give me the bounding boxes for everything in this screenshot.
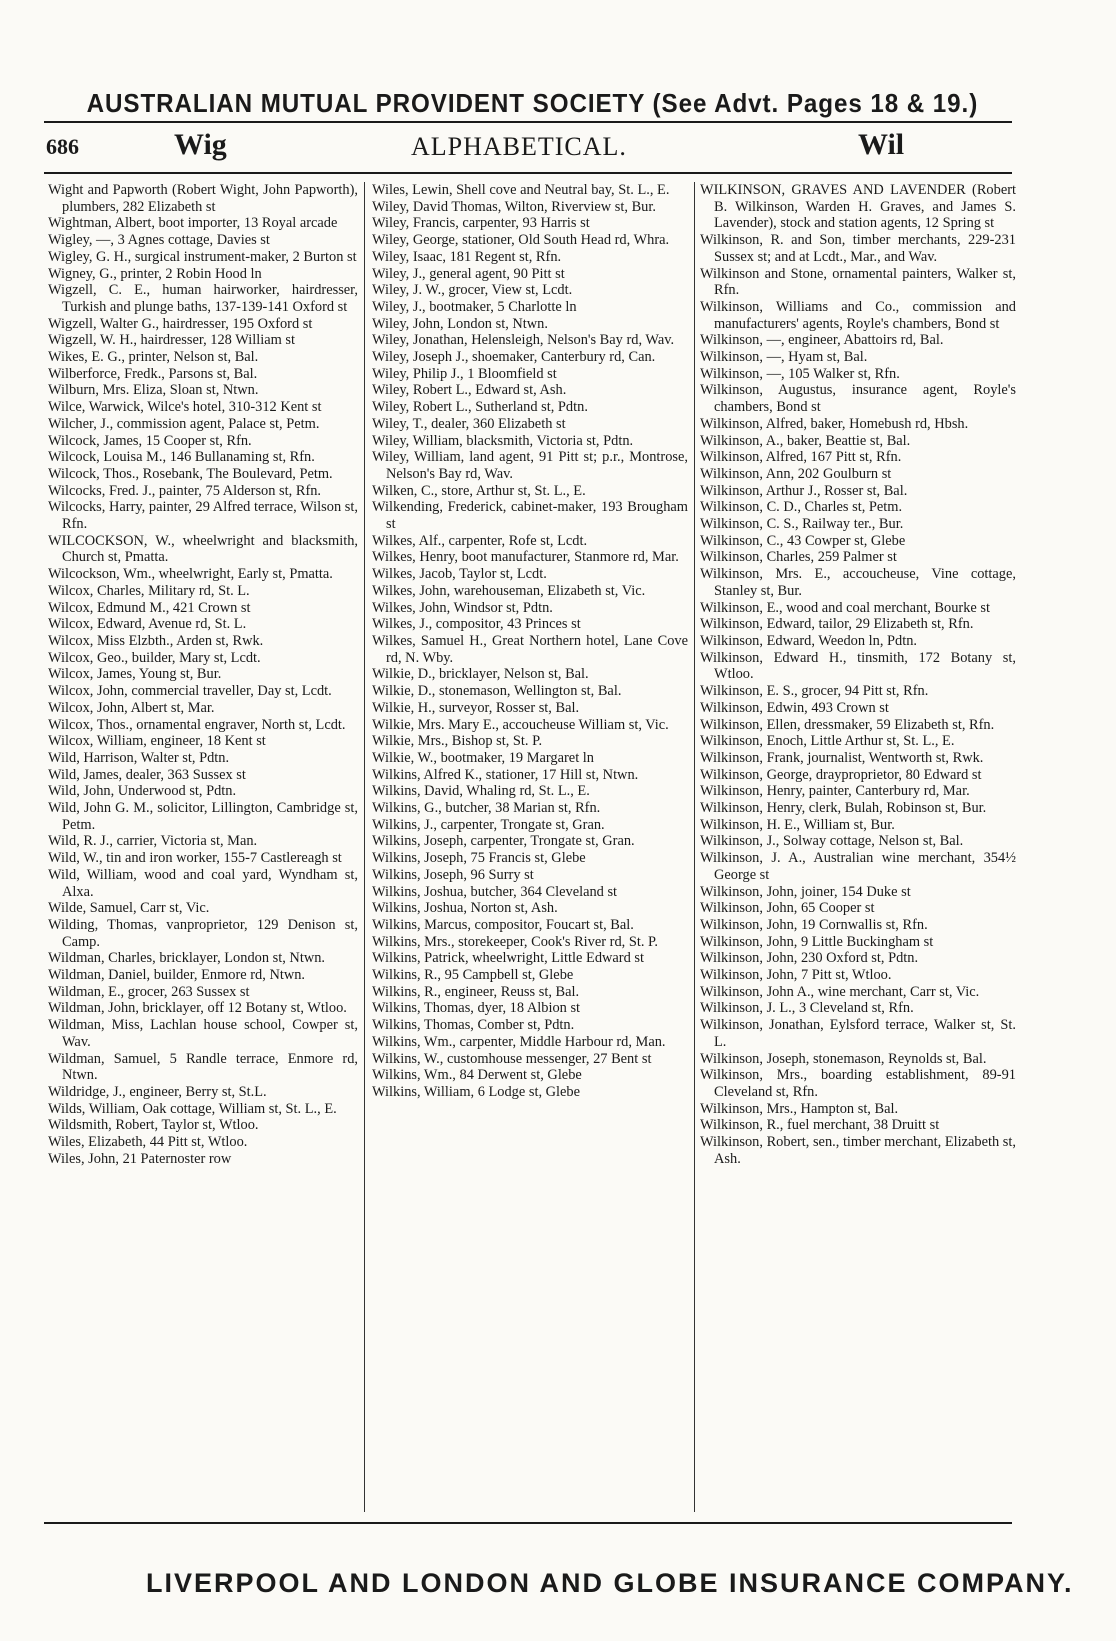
directory-entry: Wilcox, Geo., builder, Mary st, Lcdt. (48, 649, 261, 666)
directory-entry: Wilkinson, —, 105 Walker st, Rfn. (700, 365, 900, 382)
directory-entry: Wilkins, W., customhouse messenger, 27 Bent st (372, 1050, 652, 1067)
directory-entry: Wilkinson, E. S., grocer, 94 Pitt st, Rfn. (700, 683, 929, 700)
directory-entry: Wigley, G. H., surgical instrument-maker, 2 Burton st (48, 248, 357, 265)
directory-entry: Wilcox, John, commercial traveller, Day st, Lcdt. (48, 683, 332, 700)
left-guide-word: Wig (174, 128, 227, 161)
directory-entry: Wilcockson, Wm., wheelwright, Early st, Pmatta. (48, 566, 333, 583)
directory-entry: Wilkinson, John, 19 Cornwallis st, Rfn. (700, 916, 928, 933)
directory-entry: Wildridge, J., engineer, Berry st, St.L. (48, 1083, 267, 1100)
directory-entry: Wiles, Elizabeth, 44 Pitt st, Wtloo. (48, 1134, 248, 1151)
column-divider-2 (694, 182, 695, 1512)
directory-entry: Wilkinson, Joseph, stonemason, Reynolds st, Bal. (700, 1050, 987, 1067)
directory-entry: Wild, W., tin and iron worker, 155-7 Castlereagh st (48, 850, 342, 867)
directory-entry: Wilkes, John, Windsor st, Pdtn. (372, 599, 553, 616)
directory-entry: Wilkins, Wm., carpenter, Middle Harbour rd, Man. (372, 1033, 666, 1050)
directory-entry: Wilkins, R., 95 Campbell st, Glebe (372, 967, 574, 984)
directory-entry: Wilkie, Mrs., Bishop st, St. P. (372, 733, 543, 750)
directory-entry: Wilkinson, Edwin, 493 Crown st (700, 699, 889, 716)
directory-entry: Wilkes, J., compositor, 43 Princes st (372, 616, 581, 633)
directory-entry: Wilce, Warwick, Wilce's hotel, 310-312 Kent st (48, 399, 322, 416)
section-title: ALPHABETICAL. (411, 132, 627, 161)
directory-entry: Wilcox, Edmund M., 421 Crown st (48, 599, 251, 616)
directory-entry: Wilkins, Thomas, dyer, 18 Albion st (372, 1000, 581, 1017)
directory-entry: Wilkinson, John, 7 Pitt st, Wtloo. (700, 967, 892, 984)
directory-entry: Wilberforce, Fredk., Parsons st, Bal. (48, 365, 258, 382)
directory-entry: Wilkinson, Williams and Co., commission and manufacturers' agents, Royle's chambers, Bond st (700, 298, 1016, 332)
directory-entry: Wild, James, dealer, 363 Sussex st (48, 766, 246, 783)
directory-entry: Wiley, Jonathan, Helensleigh, Nelson's Bay rd, Wav. (372, 332, 675, 349)
directory-entry: Wilkinson, J. L., 3 Cleveland st, Rfn. (700, 1000, 914, 1017)
directory-entry: Wild, William, wood and coal yard, Wyndham st, Alxa. (48, 866, 358, 900)
directory-entry: Wightman, Albert, boot importer, 13 Royal arcade (48, 215, 338, 232)
directory-entry: Wiley, George, stationer, Old South Head rd, Whra. (372, 232, 670, 249)
directory-entry: Wilkinson, Edward, Weedon ln, Pdtn. (700, 632, 918, 649)
directory-entry: Wiley, J., bootmaker, 5 Charlotte ln (372, 298, 577, 315)
directory-entry: Wiley, J. W., grocer, View st, Lcdt. (372, 282, 573, 299)
directory-entry: WILKINSON, GRAVES AND LAVENDER (Robert B. Wilkinson, Warden H. Graves, and James S. Lavender), stock and station agents, 12 Spring st (700, 182, 1016, 232)
directory-entry: Wilkins, Marcus, compositor, Foucart st, Bal. (372, 916, 634, 933)
directory-entry: Wilkins, R., engineer, Reuss st, Bal. (372, 983, 580, 1000)
directory-entry: Wight and Papworth (Robert Wight, John Papworth), plumbers, 282 Elizabeth st (48, 182, 358, 215)
page-number: 686 (46, 134, 79, 159)
directory-entry: Wilken, C., store, Arthur st, St. L., E. (372, 482, 586, 499)
directory-entry: Wiles, John, 21 Paternoster row (48, 1150, 232, 1167)
directory-entry: Wilkinson, E., wood and coal merchant, Bourke st (700, 599, 990, 616)
directory-entry: Wilkinson, John, 9 Little Buckingham st (700, 933, 934, 950)
directory-entry: Wildman, Daniel, builder, Enmore rd, Ntwn. (48, 967, 306, 984)
directory-entry: Wilkie, W., bootmaker, 19 Margaret ln (372, 749, 594, 766)
directory-entry: Wigney, G., printer, 2 Robin Hood ln (48, 265, 262, 282)
directory-entry: Wilkinson, Jonathan, Eylsford terrace, Walker st, St. L. (700, 1017, 1016, 1050)
directory-entry: Wilkinson, George, drayproprietor, 80 Edward st (700, 766, 982, 783)
directory-entry: Wiley, Robert L., Sutherland st, Pdtn. (372, 399, 588, 416)
directory-entry: Wilcocks, Harry, painter, 29 Alfred terrace, Wilson st, Rfn. (48, 499, 358, 533)
top-rule (44, 121, 1012, 123)
directory-entry: Wilkie, Mrs. Mary E., accoucheuse William st, Vic. (372, 716, 669, 733)
directory-entry: Wilkins, William, 6 Lodge st, Glebe (372, 1083, 581, 1100)
directory-column-2 (372, 182, 688, 1512)
directory-entry: Wilde, Samuel, Carr st, Vic. (48, 900, 210, 917)
directory-entry: Wilkinson, Ann, 202 Goulburn st (700, 465, 892, 482)
directory-entry: Wilkins, Mrs., storekeeper, Cook's River rd, St. P. (372, 933, 659, 950)
directory-entry: Wilkinson, Enoch, Little Arthur st, St. L., E. (700, 733, 955, 750)
directory-entry: Wigley, —, 3 Agnes cottage, Davies st (48, 232, 270, 249)
directory-entry: Wildman, Samuel, 5 Randle terrace, Enmore rd, Ntwn. (48, 1050, 358, 1084)
directory-entry: Wiles, Lewin, Shell cove and Neutral bay, St. L., E. (372, 182, 670, 198)
directory-entry: Wilkinson, C. S., Railway ter., Bur. (700, 516, 904, 533)
directory-entry: Wilkinson, R., fuel merchant, 38 Druitt st (700, 1117, 940, 1134)
directory-entry: Wilkes, John, warehouseman, Elizabeth st, Vic. (372, 582, 646, 599)
directory-entry: Wilkinson, H. E., William st, Bur. (700, 816, 895, 833)
directory-entry: Wigzell, W. H., hairdresser, 128 William st (48, 332, 295, 349)
directory-entry: Wildman, Miss, Lachlan house school, Cowper st, Wav. (48, 1017, 358, 1050)
bottom-advert-banner: LIVERPOOL AND LONDON AND GLOBE INSURANCE COMPANY. (146, 1568, 1074, 1598)
directory-entry: WILCOCKSON, W., wheelwright and blacksmith, Church st, Pmatta. (48, 532, 358, 566)
directory-entry: Wildman, E., grocer, 263 Sussex st (48, 983, 250, 1000)
directory-entry: Wilkinson, Frank, journalist, Wentworth st, Rwk. (700, 749, 984, 766)
directory-entry: Wiley, Isaac, 181 Regent st, Rfn. (372, 248, 562, 265)
directory-entry: Wilkinson, Mrs. E., accoucheuse, Vine cottage, Stanley st, Bur. (700, 566, 1016, 599)
directory-entry: Wilkinson, Edward, tailor, 29 Elizabeth st, Rfn. (700, 616, 974, 633)
directory-entry: Wild, John G. M., solicitor, Lillington, Cambridge st, Petm. (48, 800, 358, 833)
directory-entry: Wildsmith, Robert, Taylor st, Wtloo. (48, 1117, 259, 1134)
directory-entry: Wilkins, David, Whaling rd, St. L., E. (372, 783, 590, 800)
directory-entry: Wilkinson, Edward H., tinsmith, 172 Botany st, Wtloo. (700, 649, 1016, 683)
directory-entry: Wilkinson, Augustus, insurance agent, Royle's chambers, Bond st (700, 382, 1016, 416)
directory-entry: Wilcock, Louisa M., 146 Bullanaming st, Rfn. (48, 449, 315, 466)
top-advert-banner: AUSTRALIAN MUTUAL PROVIDENT SOCIETY (See Advt. Pages 18 & 19.) (86, 88, 979, 118)
directory-entry: Wilkie, H., surveyor, Rosser st, Bal. (372, 699, 580, 716)
directory-entry: Wilkinson, Henry, clerk, Bulah, Robinson st, Bur. (700, 800, 987, 817)
directory-entry: Wilkins, Joseph, 96 Surry st (372, 866, 534, 883)
directory-entry: Wilkins, J., carpenter, Trongate st, Gran. (372, 816, 605, 833)
directory-entry: Wilkinson, J., Solway cottage, Nelson st, Bal. (700, 833, 964, 850)
directory-entry: Wigzell, Walter G., hairdresser, 195 Oxford st (48, 315, 313, 332)
directory-entry: Wilkins, Alfred K., stationer, 17 Hill st, Ntwn. (372, 766, 639, 783)
directory-entry: Wilkins, Patrick, wheelwright, Little Edward st (372, 950, 644, 967)
directory-entry: Wilkins, Joshua, butcher, 364 Cleveland st (372, 883, 618, 900)
page-header (46, 128, 1010, 168)
directory-entry: Wilkins, Joshua, Norton st, Ash. (372, 900, 558, 917)
directory-entry: Wiley, Francis, carpenter, 93 Harris st (372, 215, 590, 232)
directory-entry: Wilkinson, John, 230 Oxford st, Pdtn. (700, 950, 919, 967)
directory-entry: Wilkinson, —, engineer, Abattoirs rd, Bal. (700, 332, 944, 349)
right-guide-word: Wil (858, 128, 905, 161)
directory-entry: Wilcox, James, Young st, Bur. (48, 666, 222, 683)
footer-rule (44, 1522, 1012, 1524)
directory-entry: Wilkie, D., bricklayer, Nelson st, Bal. (372, 666, 589, 683)
directory-entry: Wiley, Robert L., Edward st, Ash. (372, 382, 567, 399)
column-divider-1 (364, 182, 365, 1512)
directory-entry: Wilkinson, Robert, sen., timber merchant, Elizabeth st, Ash. (700, 1134, 1016, 1167)
directory-entry: Wilcock, James, 15 Cooper st, Rfn. (48, 432, 252, 449)
directory-entry: Wilkinson, John, 65 Cooper st (700, 900, 875, 917)
directory-entry: Wiley, William, blacksmith, Victoria st, Pdtn. (372, 432, 634, 449)
directory-entry: Wilkes, Alf., carpenter, Rofe st, Lcdt. (372, 532, 588, 549)
directory-column-1 (48, 182, 358, 1512)
directory-entry: Wilkins, Joseph, carpenter, Trongate st, Gran. (372, 833, 635, 850)
directory-column-3 (700, 182, 1016, 1512)
directory-entry: Wild, R. J., carrier, Victoria st, Man. (48, 833, 258, 850)
directory-entry: Wilkinson, John A., wine merchant, Carr st, Vic. (700, 983, 980, 1000)
directory-entry: Wiley, William, land agent, 91 Pitt st; p.r., Montrose, Nelson's Bay rd, Wav. (372, 449, 688, 482)
directory-entry: Wilkes, Samuel H., Great Northern hotel, Lane Cove rd, N. Wby. (372, 632, 688, 666)
directory-entry: Wilkinson, Charles, 259 Palmer st (700, 549, 897, 566)
directory-entry: Wildman, John, bricklayer, off 12 Botany st, Wtloo. (48, 1000, 347, 1017)
directory-entry: Wiley, Joseph J., shoemaker, Canterbury rd, Can. (372, 349, 656, 366)
directory-entry: Wilcher, J., commission agent, Palace st, Petm. (48, 415, 320, 432)
directory-entry: Wilkes, Henry, boot manufacturer, Stanmore rd, Mar. (372, 549, 679, 566)
directory-entry: Wilcock, Thos., Rosebank, The Boulevard, Petm. (48, 465, 333, 482)
directory-entry: Wilkes, Jacob, Taylor st, Lcdt. (372, 566, 547, 583)
directory-entry: Wilkie, D., stonemason, Wellington st, Bal. (372, 683, 622, 700)
directory-entry: Wilcox, Thos., ornamental engraver, North st, Lcdt. (48, 716, 346, 733)
directory-entry: Wilkins, G., butcher, 38 Marian st, Rfn. (372, 800, 601, 817)
directory-entry: Wilkins, Wm., 84 Derwent st, Glebe (372, 1067, 582, 1084)
directory-entry: Wild, John, Underwood st, Pdtn. (48, 783, 237, 800)
directory-entry: Wilcocks, Fred. J., painter, 75 Alderson st, Rfn. (48, 482, 322, 499)
directory-entry: Wilkinson, A., baker, Beattie st, Bal. (700, 432, 911, 449)
directory-entry: Wild, Harrison, Walter st, Pdtn. (48, 749, 230, 766)
directory-entry: Wiley, J., general agent, 90 Pitt st (372, 265, 565, 282)
directory-entry: Wilcox, John, Albert st, Mar. (48, 699, 215, 716)
directory-entry: Wilkinson, Arthur J., Rosser st, Bal. (700, 482, 908, 499)
directory-entry: Wilkinson, Alfred, baker, Homebush rd, Hbsh. (700, 415, 969, 432)
header-rule (44, 172, 1012, 174)
directory-entry: Wilcox, Charles, Military rd, St. L. (48, 582, 250, 599)
directory-entry: Wilkinson, Alfred, 167 Pitt st, Rfn. (700, 449, 902, 466)
directory-entry: Wilcox, Edward, Avenue rd, St. L. (48, 616, 247, 633)
directory-entry: Wilkinson, Henry, painter, Canterbury rd, Mar. (700, 783, 970, 800)
directory-entry: Wiley, John, London st, Ntwn. (372, 315, 548, 332)
directory-entry: Wilkinson and Stone, ornamental painters, Walker st, Rfn. (700, 265, 1016, 299)
directory-entry: Wilkinson, —, Hyam st, Bal. (700, 349, 868, 366)
directory-entry: Wilcox, Miss Elzbth., Arden st, Rwk. (48, 632, 264, 649)
directory-entry: Wiley, David Thomas, Wilton, Riverview st, Bur. (372, 198, 656, 215)
directory-entry: Wilkinson, C., 43 Cowper st, Glebe (700, 532, 906, 549)
directory-entry: Wigzell, C. E., human hairworker, hairdresser, Turkish and plunge baths, 137-139-141 Oxford st (48, 282, 358, 315)
directory-entry: Wilkinson, John, joiner, 154 Duke st (700, 883, 911, 900)
directory-entry: Wikes, E. G., printer, Nelson st, Bal. (48, 349, 259, 366)
directory-entry: Wilkins, Joseph, 75 Francis st, Glebe (372, 850, 586, 867)
directory-entry: Wilkinson, Mrs., Hampton st, Bal. (700, 1100, 899, 1117)
directory-entry: Wilkinson, J. A., Australian wine merchant, 354½ George st (700, 850, 1016, 883)
directory-entry: Wilcox, William, engineer, 18 Kent st (48, 733, 266, 750)
directory-entry: Wilkinson, Mrs., boarding establishment, 89-91 Cleveland st, Rfn. (700, 1067, 1016, 1100)
directory-entry: Wildman, Charles, bricklayer, London st, Ntwn. (48, 950, 326, 967)
directory-entry: Wilkinson, Ellen, dressmaker, 59 Elizabeth st, Rfn. (700, 716, 995, 733)
directory-entry: Wilburn, Mrs. Eliza, Sloan st, Ntwn. (48, 382, 259, 399)
directory-entry: Wiley, T., dealer, 360 Elizabeth st (372, 415, 566, 432)
directory-entry: Wilkinson, R. and Son, timber merchants, 229-231 Sussex st; and at Lcdt., Mar., and Wav. (700, 232, 1016, 265)
directory-entry: Wilding, Thomas, vanproprietor, 129 Denison st, Camp. (48, 916, 358, 950)
directory-entry: Wilds, William, Oak cottage, William st, St. L., E. (48, 1100, 337, 1117)
directory-entry: Wilkins, Thomas, Comber st, Pdtn. (372, 1017, 575, 1034)
directory-entry: Wiley, Philip J., 1 Bloomfield st (372, 365, 557, 382)
directory-entry: Wilkinson, C. D., Charles st, Petm. (700, 499, 903, 516)
directory-entry: Wilkending, Frederick, cabinet-maker, 193 Brougham st (372, 499, 688, 533)
